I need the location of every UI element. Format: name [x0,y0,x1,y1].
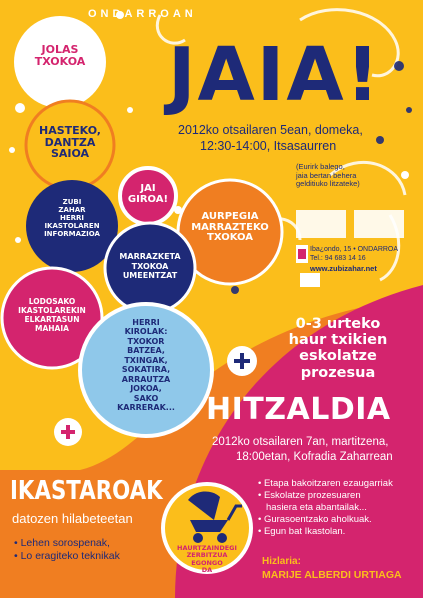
jaia-date: 2012ko otsailaren 5ean, domeka, [178,123,363,137]
list-item: • Etapa bakoitzaren ezaugarriak [258,478,393,489]
jaia-title: JAIA! [168,32,382,118]
bubble-zubi-zahar: ZUBI ZAHAR HERRI IKASTOLAREN INFORMAZIOA [44,198,100,239]
ikastaroak-bullets [14,537,120,563]
bubble-marrazketa: MARRAZKETA TXOKOA UMEENTZAT [119,252,181,281]
list-item: hasiera eta abantailak... [266,501,367,513]
list-item: • Eskolatze prozesuaren [258,489,361,501]
ikastaroak-subtitle: datozen hilabeteetan [12,511,133,526]
bubble-herri-kirolak: HERRI KIROLAK: TXOKOR BATZEA, TXINGAK, SOKATIRA, ARRAUTZA JOKOA, SAKO KARRERAK... [117,318,175,412]
bubble-lodosako: LODOSAKO IKASTOLAREKIN ELKARTASUN MAHAIA [18,297,86,333]
bubble-hasteko: HASTEKO, DANTZA SAIOA [39,124,101,161]
rain-note: (Eurirk balego, jaia bertan behera gelditiuko litzateke) [296,162,360,189]
sponsor-address: Iba¿ondo, 15 • ONDARROA [310,246,399,253]
sponsor-phone: Tel.: 94 683 14 16 [310,255,366,262]
hitzaldia-time: 18:00etan, Kofradia Zaharrean [236,451,393,463]
list-item: • Lehen sorospenak, [14,537,110,549]
list-item: • Gurasoentzako aholkuak. [258,513,372,525]
speaker-label: Hizlaria: [262,556,301,567]
hitzaldia-title: HITZALDIA [206,392,391,427]
hitzaldia-date: 2012ko otsailaren 7an, martitzena, [212,436,389,448]
jaia-time: 12:30-14:00, Itsasaurren [200,139,337,153]
daycare-note: HAURTZAINDEGI ZERBITZUA EGONGO DA [177,544,237,575]
hitzaldia-age-heading: 0-3 urteko haur txikien eskolatze prozesua [288,316,388,381]
hitzaldia-bullets [258,478,393,537]
bubble-jai-giroa: JAI GIROA! [127,183,169,205]
list-item: • Egun bat Ikastolan. [258,525,346,537]
list-item: • Lo eragiteko teknikak [14,550,120,563]
town-name: ONDARROAN [88,8,197,20]
bubble-aurpegia: AURPEGIA MARRAZTEKO TXOKOA [191,211,269,243]
bubble-jolas: JOLAS TXOKOA [34,43,86,68]
sponsor-website: www.zubizahar.net [310,264,377,273]
ikastaroak-title: IKASTAROAK [10,476,163,506]
speaker-name: MARIJE ALBERDI URTIAGA [262,569,402,581]
